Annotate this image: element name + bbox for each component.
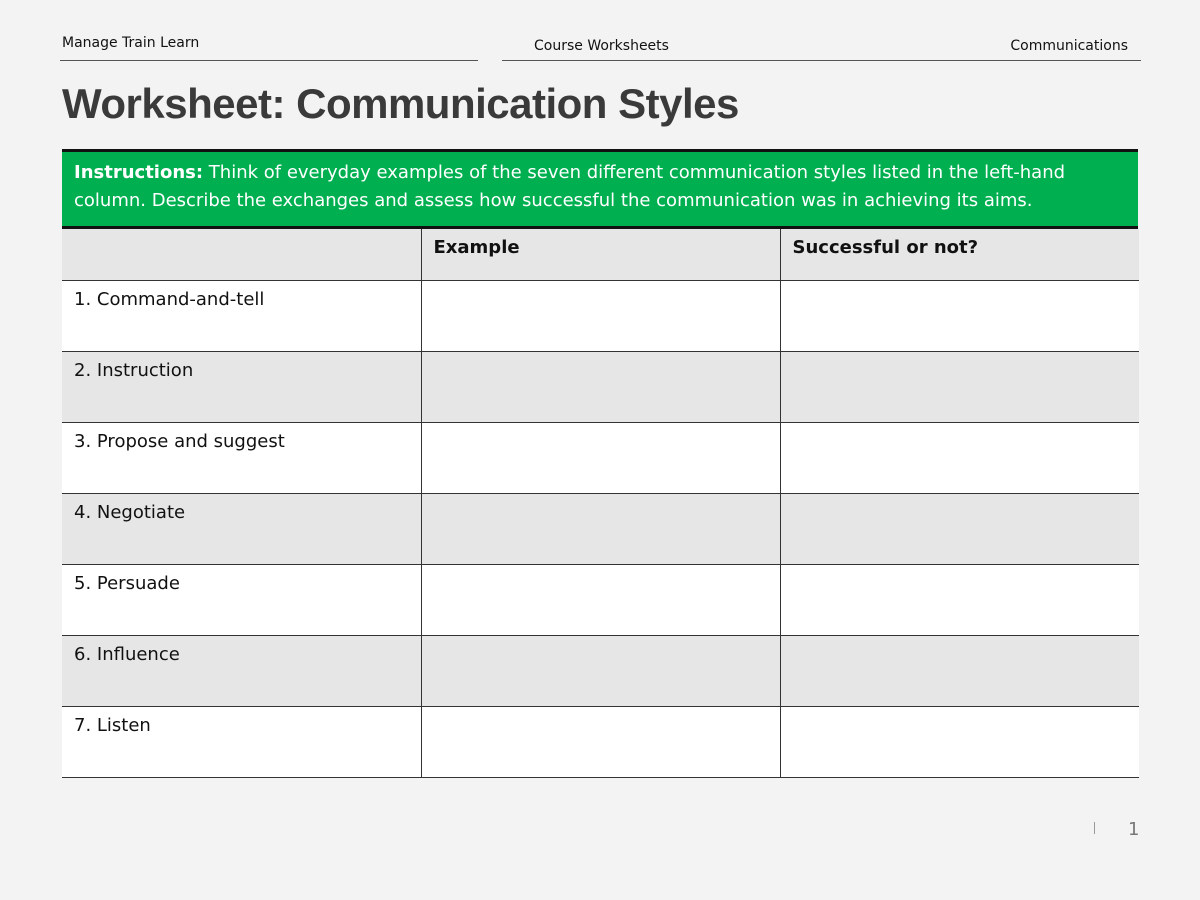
instructions-label: Instructions:	[74, 162, 204, 183]
table-row	[62, 422, 1139, 493]
successful-cell[interactable]	[780, 493, 1139, 564]
successful-cell[interactable]	[780, 351, 1139, 422]
communication-styles-table	[62, 229, 1139, 778]
example-cell[interactable]	[421, 422, 780, 493]
column-header-example: Example	[421, 229, 780, 280]
style-cell: 7. Listen	[62, 706, 421, 777]
table-row	[62, 635, 1139, 706]
successful-cell[interactable]	[780, 564, 1139, 635]
page-title: Worksheet: Communication Styles	[62, 80, 739, 127]
header-divider-right	[502, 60, 1141, 61]
example-cell[interactable]	[421, 706, 780, 777]
header-brand: Manage Train Learn	[62, 35, 200, 51]
successful-cell[interactable]	[780, 706, 1139, 777]
style-cell: 3. Propose and suggest	[62, 422, 421, 493]
page-number-separator	[1094, 822, 1095, 834]
page-number: 1	[1128, 819, 1140, 840]
table-row	[62, 706, 1139, 777]
example-cell[interactable]	[421, 280, 780, 351]
successful-cell[interactable]	[780, 280, 1139, 351]
table-row	[62, 493, 1139, 564]
example-cell[interactable]	[421, 493, 780, 564]
style-cell: 2. Instruction	[62, 351, 421, 422]
table-row	[62, 280, 1139, 351]
header-section: Course Worksheets	[534, 38, 669, 54]
example-cell[interactable]	[421, 351, 780, 422]
style-cell: 5. Persuade	[62, 564, 421, 635]
style-cell: 1. Command-and-tell	[62, 280, 421, 351]
style-cell: 6. Influence	[62, 635, 421, 706]
header-topic: Communications	[1010, 38, 1128, 54]
example-cell[interactable]	[421, 564, 780, 635]
successful-cell[interactable]	[780, 635, 1139, 706]
column-header-style	[62, 229, 421, 280]
column-header-successful: Successful or not?	[780, 229, 1139, 280]
table-row	[62, 351, 1139, 422]
instructions-box	[62, 149, 1138, 229]
table-row	[62, 564, 1139, 635]
successful-cell[interactable]	[780, 422, 1139, 493]
example-cell[interactable]	[421, 635, 780, 706]
table-header-row	[62, 229, 1139, 280]
instructions-text: Think of everyday examples of the seven different communication styles listed in the left-hand column. Describe the exchanges and assess how successful the communication was in achieving its aims.	[74, 162, 1066, 211]
header-divider-left	[60, 60, 478, 61]
style-cell: 4. Negotiate	[62, 493, 421, 564]
